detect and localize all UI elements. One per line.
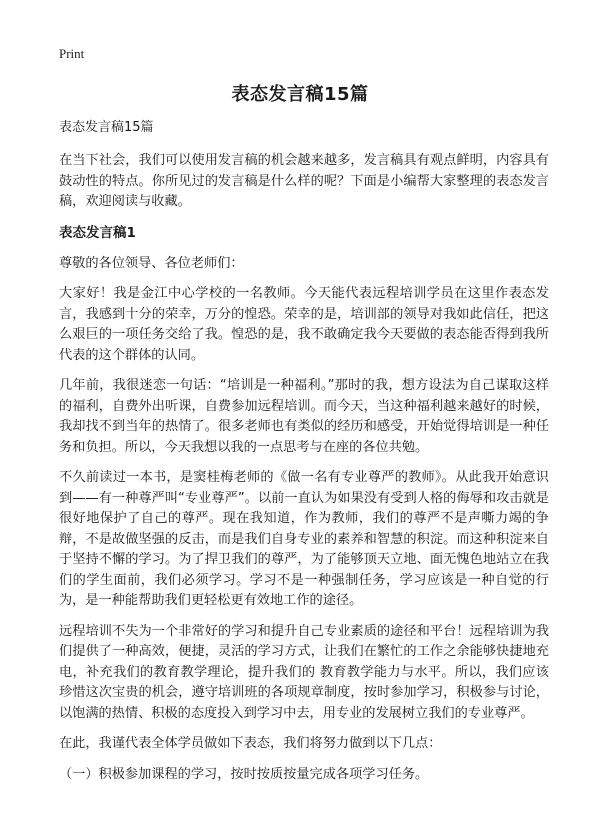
body-paragraph: 远程培训不失为一个非常好的学习和提升自己专业素质的途径和平台！远程培训为我们提供了一种高效，便捷，灵活的学习方式，让我们在繁忙的工作之余能够快捷地充电，补充我们的教育教学理论，提升我们的 教育教学能力与水平。所以，我们应该珍惜这次宝贵的机会，遵守培训班的各项规章制度，按时参加学习，积极参与讨论，以饱满的热情、积极的态度投入到学习中去，用专业的发展树立我们的专业尊严。 [59,623,549,721]
section-heading: 表态发言稿1 [59,224,136,241]
intro-paragraph: 在当下社会，我们可以使用发言稿的机会越来越多，发言稿具有观点鲜明，内容具有鼓动性的特点。你所见过的发言稿是什么样的呢？下面是小编帮大家整理的表态发言稿，欢迎阅读与收藏。 [59,153,549,209]
page-title: 表态发言稿15篇 [231,84,369,105]
body-paragraph: 几年前，我很迷恋一句话：“培训是一种福利。”那时的我，想方设法为自己谋取这样的福利，自费外出听课，自费参加远程培训。而今天，当这种福利越来越好的时候，我却找不到当年的热情了。很多老师也有类似的经历和感受，开始觉得培训是一种任务和负担。所以，今天我想以我的一点思考与在座的各位共勉。 [59,378,549,455]
article-subtitle: 表态发言稿15篇 [59,120,154,135]
list-item: （一）积极参加课程的学习，按时按质按量完成各项学习任务。 [59,766,429,782]
print-link[interactable]: Print [59,46,85,61]
body-paragraph: 不久前读过一本书，是窦桂梅老师的《做一名有专业尊严的教师》。从此我开始意识到——有一种尊严叫“专业尊严”。以前一直认为如果没有受到人格的侮辱和攻击就是很好地保护了自己的尊严。现在我知道，作为教师，我们的尊严不是声嘶力竭的争辩，不是故做坚强的反击，而是我们自身专业的素养和智慧的积淀。而这种积淀来自于坚持不懈的学习。为了捍卫我们的尊严，为了能够顶天立地、面无愧色地站立在我们的学生面前，我们必须学习。学习不是一种强制任务，学习应该是一种自觉的行为，是一种能帮助我们更轻松更有效地工作的途径。 [59,470,549,608]
body-paragraph: 在此，我谨代表全体学员做如下表态，我们将努力做到以下几点： [59,736,442,751]
article-body [59,118,549,795]
salutation: 尊敬的各位领导、各位老师们： [59,255,244,271]
body-paragraph: 大家好！我是金江中心学校的一名教师。今天能代表远程培训学员在这里作表态发言，我感到十分的荣幸，万分的惶恐。荣幸的是，培训部的领导对我如此信任，把这么艰巨的一项任务交给了我。惶恐的是，我不敢确定我今天要做的表态能否得到我所代表的这个群体的认同。 [59,286,549,363]
